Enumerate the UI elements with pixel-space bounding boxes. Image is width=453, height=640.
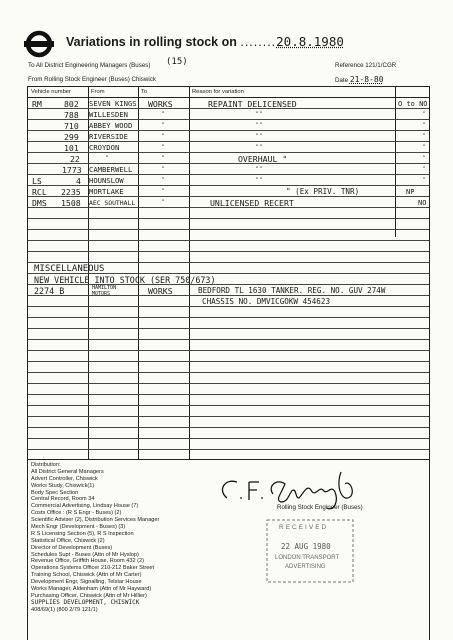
misc-heading: MISCELLANEOUS [34,264,105,274]
col-to: To [141,89,148,95]
signature-title: Rolling Stock Engineer (Buses) [277,504,363,511]
misc-line1: NEW VEHICLE INTO STOCK (SER 750/673) [34,275,216,285]
received-stamp: RECEIVED 22 AUG 1980 LONDON TRANSPORT ADVERTISING [265,518,355,588]
issued-date: Date 21-8-80 [335,75,384,84]
col-vehicle-number: Vehicle number [31,89,71,95]
col-reason: Reason for variation [192,89,244,95]
misc-line3: CHASSIS NO. DMVICGOKW 454623 [202,297,331,306]
page-title: Variations in rolling stock on ........20.8.1980 [66,34,344,49]
distribution-list: Distribution: All District General Managers Advert Controller, Chiswick Works Study, Chiswick(1) Body Spec Section Central Record, Room 34 Commercial Advertising, Lindsay House (7) Costs Office : (R S Engr - Buses) (2) Scientific Adviser (2), Distribution Services Manager Mech Engr (Development - Buses) (3) R S Licensing Section (5), R S Inspection Statistical Office, Chiswick (2) Director of Development (Buses) Schedules Supt - Buses (Attn of Mr Hyslop) Revenue Office, Griffith House, Room 432 (2) Operations Systems Officer 210-212 Baker Street Training School, Chiswick (Attn of Mr Carter) Development Engr, Signalling, Telstar House Works Manager, Aldenham (Attn of Mr Hayward) Purchasing Officer, Chiswick (Attn of Mr Hillier) SUPPLIES DEVELOPMENT, CHISWICK 408/69(1) (800 2/79 121/1) [31,462,160,613]
london-transport-roundel-logo [24,29,54,59]
to-count: (15) [166,57,188,67]
reference: Reference 121/1/CGR [335,62,397,69]
col-from: From [91,89,105,95]
variations-table: Vehicle number From To Reason for variation RM 802 SEVEN KINGS WORKS REPAINT DELICENSED O to NO 788 WILLESDEN " " " " 710 ABBEY WOOD " " " " 299 RIVERSIDE " " " " 101 CROYDON " " " " 22 " " OVERHAUL " " 1773 CAMBERWELL " " " " LS 4 HOUNSLOW " " " " RCL 2235 MORTLAKE " " (Ex PRIV. TNR) NP DMS 1508 AEC SOUTHALL " UNLICENSED RECERT NO MISCELLANEOUS NEW VEHICLE INTO STOCK (SER 750/673) 2274 B HAMILTON MOTORS WORKS BEDFORD TL 1630 TANKER. REG. NO. GUV 274W CHASSIS NO. DMVICGOKW 454623 [27,86,430,460]
to-line: To All District Engineering Managers (Buses) [28,62,151,69]
from-line: From Rolling Stock Engineer (Buses) Chiswick [28,76,156,83]
